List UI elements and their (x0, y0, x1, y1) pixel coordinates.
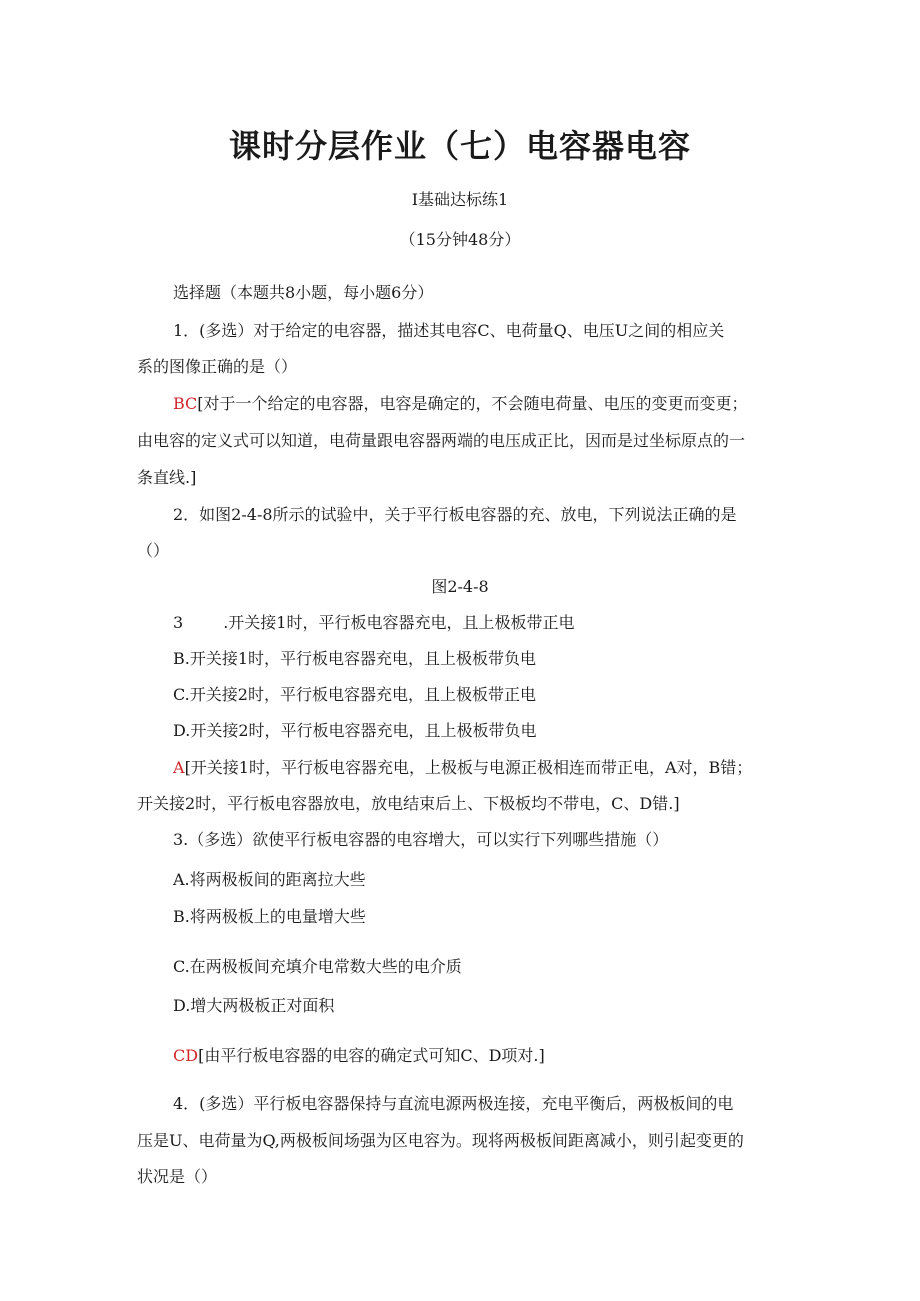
q4-line2: 压是U、电荷量为Q,两极板间场强为区电容为。现将两极板间距离减小，则引起变更的 (137, 1131, 744, 1150)
q3-option-d: D.增大两极板正对面积 (173, 996, 335, 1015)
q1-answer-text: [对于一个给定的电容器，电容是确定的，不会随电荷量、电压的变更而变更； (197, 394, 748, 413)
q1-line2: 系的图像正确的是（） (137, 357, 298, 376)
q3-line1: 3.（多选）欲使平行板电容器的电容增大，可以实行下列哪些措施（） (173, 830, 669, 849)
q3-answer-key: CD (173, 1046, 199, 1065)
q1-answer-line1 (173, 394, 748, 414)
figure-caption: 图2-4-8 (431, 577, 489, 596)
section-heading: I基础达标练1 (411, 190, 509, 209)
q2-answer-text: [开关接1时，平行板电容器充电，上极板与电源正极相连而带正电，A对，B错； (184, 758, 753, 777)
q2-line1: 2．如图2-4-8所示的试验中，关于平行板电容器的充、放电，下列说法正确的是 (173, 505, 737, 524)
q2-answer-line1 (173, 758, 752, 778)
q4-line3: 状况是（） (137, 1167, 218, 1186)
q1-answer-line3: 条直线.] (137, 468, 197, 487)
q3-answer-line1 (173, 1046, 545, 1066)
intro-text: 选择题（本题共8小题，每小题6分） (173, 283, 434, 302)
time-note: （15分钟48分） (399, 230, 521, 249)
q3-option-c: C.在两极板间充填介电常数大些的电介质 (173, 957, 462, 976)
q2-option-a-text: .开关接1时，平行板电容器充电，且上极板带正电 (223, 613, 575, 632)
q1-answer-key: BC (173, 394, 198, 413)
q2-answer-key: A (173, 758, 185, 777)
q2-option-d: D.开关接2时，平行板电容器充电，且上极板带负电 (173, 721, 537, 740)
q2-option-b: B.开关接1时，平行板电容器充电，且上极板带负电 (173, 649, 537, 668)
q1-line1: 1．(多选）对于给定的电容器，描述其电容C、电荷量Q、电压U之间的相应关 (173, 321, 725, 340)
page-title: 课时分层作业（七）电容器电容 (228, 127, 691, 165)
q3-option-b: B.将两极板上的电量增大些 (173, 907, 366, 926)
q2-option-c: C.开关接2时，平行板电容器充电，且上极板带正电 (173, 685, 536, 704)
q2-option-a (173, 613, 574, 633)
q1-answer-line2: 由电容的定义式可以知道，电荷量跟电容器两端的电压成正比，因而是过坐标原点的一 (137, 431, 746, 450)
q2-line2: （） (137, 541, 170, 560)
q2-option-a-number: 3 (173, 613, 184, 632)
q3-answer-text: [由平行板电容器的电容的确定式可知C、D项对.] (198, 1046, 545, 1065)
q2-answer-line2: 开关接2时，平行板电容器放电，放电结束后上、下极板均不带电，C、D错.] (137, 794, 680, 813)
q4-line1: 4．(多选）平行板电容器保持与直流电源两极连接，充电平衡后，两极板间的电 (173, 1094, 734, 1113)
q3-option-a: A.将两极板间的距离拉大些 (173, 870, 366, 889)
